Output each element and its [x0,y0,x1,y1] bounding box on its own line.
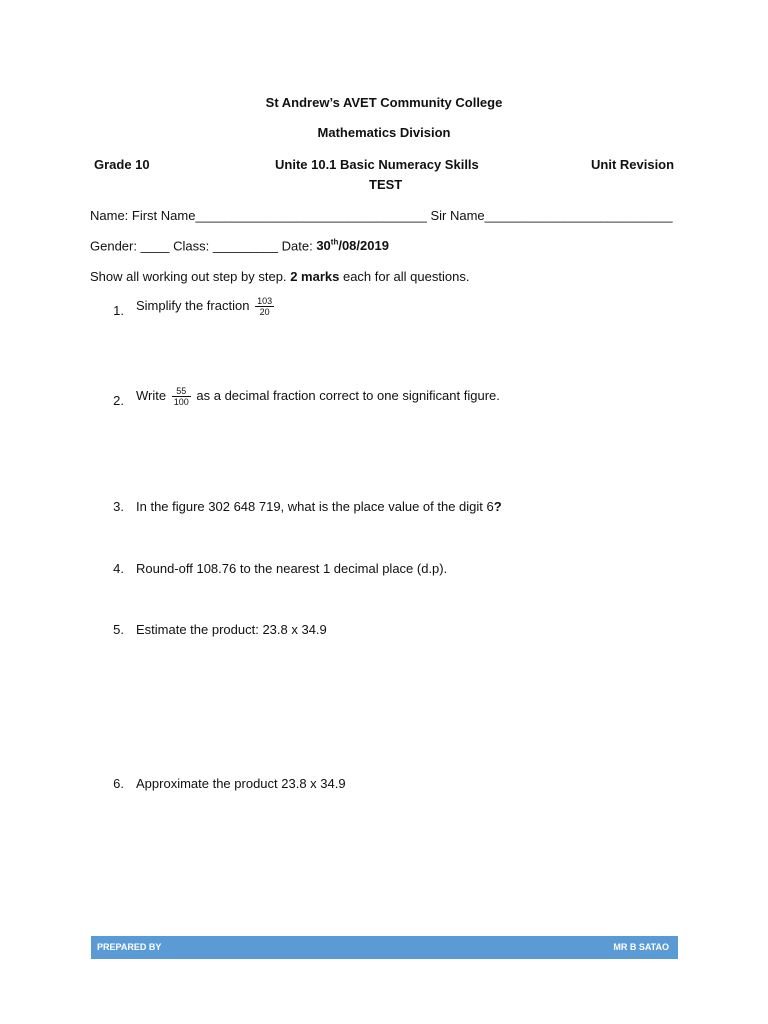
date-rest: /08/2019 [338,238,389,254]
unit-title: Unite 10.1 Basic Numeracy Skills [275,157,479,172]
question-text: Simplify the fraction $\frac{103}{20}$ [136,296,273,317]
fraction-denominator: 20 [259,307,270,317]
question-number: 4. [113,561,124,576]
question-text: Write $\frac{55}{100}$ as a decimal fraction correct to one significant figure. [136,386,500,407]
footer-author: MR B SATAO [613,942,669,952]
footer-prepared-by: PREPARED BY [97,942,162,952]
fraction [172,386,191,407]
question-text: Estimate the product: 23.8 x 34.9 [136,622,327,637]
fraction-numerator: 55 [172,386,191,397]
instructions-marks: 2 marks [290,269,340,284]
class-label: Class: [173,238,210,254]
date-value [316,238,389,253]
question-text: Round-off 108.76 to the nearest 1 decimal place (d.p). [136,561,448,576]
instructions [90,269,469,284]
unit-revision-label: Unit Revision [591,157,675,172]
question-number: 3. [113,499,124,514]
surname-label: Sir Name [430,208,485,223]
question-text: In the figure 302 648 719, what is the place value of the digit 6? [136,499,502,514]
footer-bar [91,936,678,959]
class-blank[interactable]: _________ [212,238,278,254]
fraction-denominator: 100 [173,397,189,407]
grade-label: Grade 10 [94,157,150,172]
question-number: 1. [113,303,124,318]
question-text: Approximate the product 23.8 x 34.9 [136,776,346,791]
instructions-suffix: each for all questions. [342,269,470,284]
date-suffix: th [330,238,339,247]
question-number: 6. [113,776,124,791]
first-name-label: Name: First Name [90,208,196,223]
first-name-blank[interactable]: ________________________________ [195,208,427,223]
test-label: TEST [369,177,403,192]
instructions-prefix: Show all working out step by step. [90,269,287,284]
fraction-numerator: 103 [257,296,273,306]
date-day: 30 [316,238,331,254]
name-line [90,208,673,223]
division-title: Mathematics Division [317,125,451,140]
question-number: 5. [113,622,124,637]
surname-blank[interactable]: __________________________ [484,208,673,223]
college-title: St Andrew’s AVET Community College [265,95,503,110]
gender-label: Gender: [90,238,137,254]
fraction [255,296,274,317]
details-line [90,238,389,253]
gender-blank[interactable]: ____ [140,238,170,254]
date-label: Date: [281,238,313,254]
question-number: 2. [113,393,124,408]
